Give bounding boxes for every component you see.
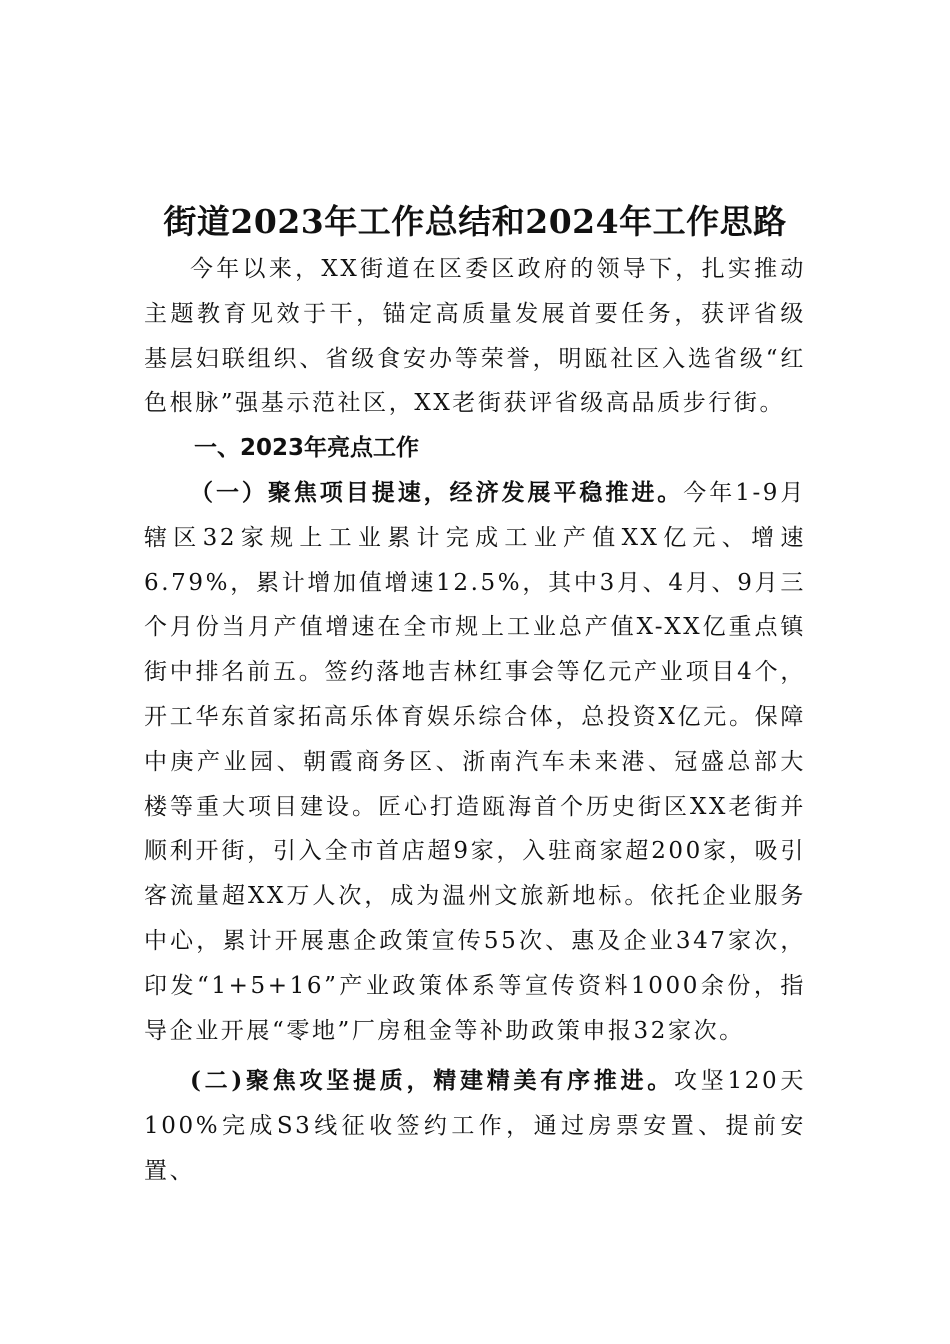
document-body: [144, 247, 806, 1194]
subsection-2-lead: (二)聚焦攻坚提质，精建精美有序推进。: [190, 1067, 675, 1095]
intro-paragraph: 今年以来，XX街道在区委区政府的领导下，扎实推动主题教育见效于干，锚定高质量发展首要任务，获评省级基层妇联组织、省级食安办等荣誉，明瓯社区入选省级“红色根脉”强基示范社区，XX老街获评省级高品质步行街。: [144, 256, 806, 417]
subsection-1-paragraph: [144, 471, 806, 1053]
section-heading: 一、2023年亮点工作: [194, 435, 420, 462]
subsection-2-paragraph: [144, 1059, 806, 1193]
subsection-2-text: 攻坚120天100%完成S3线征收签约工作，通过房票安置、提前安置、: [144, 1068, 807, 1184]
subsection-1-text: 今年1-9月辖区32家规上工业累计完成工业产值XX亿元、增速6.79%，累计增加值增速12.5%，其中3月、4月、9月三个月份当月产值增速在全市规上工业总产值X-XX亿重点镇街中排名前五。签约落地吉林红事会等亿元产业项目4个，开工华东首家拓高乐体育娱乐综合体，总投资X亿元。保障中庚产业园、朝霞商务区、浙南汽车未来港、冠盛总部大楼等重大项目建设。匠心打造瓯海首个历史街区XX老街并顺利开街，引入全市首店超9家，入驻商家超200家，吸引客流量超XX万人次，成为温州文旅新地标。依托企业服务中心，累计开展惠企政策宣传55次、惠及企业347家次，印发“1+5+16”产业政策体系等宣传资料1000余份，指导企业开展“零地”厂房租金等补助政策申报32家次。: [144, 479, 807, 1044]
subsection-1-lead: （一）聚焦项目提速，经济发展平稳推进。: [190, 478, 684, 506]
document-title: 街道2023年工作总结和2024年工作思路: [163, 202, 787, 242]
